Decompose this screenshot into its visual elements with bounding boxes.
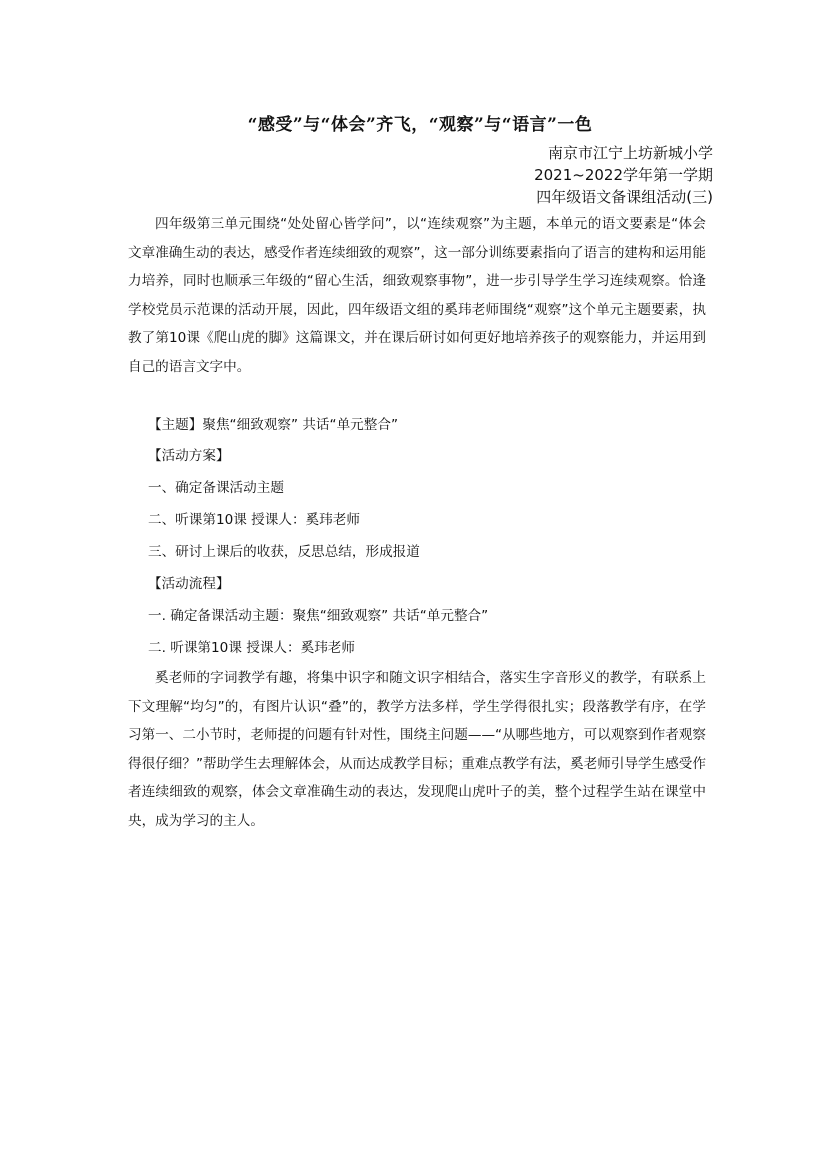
plan-heading: 【活动方案】: [148, 448, 230, 464]
intro-section: [128, 210, 706, 381]
plan-item: 三、研讨上课后的收获，反思总结，形成报道: [148, 544, 420, 560]
school-name: 南京市江宁上坊新城小学: [547, 144, 713, 162]
activity-name: 四年级语文备课组活动(三): [536, 188, 713, 206]
detail-paragraph: 奚老师的字词教学有趣，将集中识字和随文识字相结合，落实生字音形义的教学，有联系上下文理解“均匀”的，有图片认识“叠”的，教学方法多样，学生学得很扎实；段落教学有序，在学习第一、二小节时，老师提的问题有针对性，围绕主问题——“从哪些地方，可以观察到作者观察得很仔细？”帮助学生去理解体会，从而达成教学目标；重难点教学有法，奚老师引导学生感受作者连续细致的观察，体会文章准确生动的表达，发现爬山虎叶子的美，整个过程学生站在课堂中央，成为学习的主人。: [128, 670, 706, 829]
process-heading: 【活动流程】: [148, 576, 230, 592]
document-title: “感受”与“体会”齐飞，“观察”与“语言”一色: [247, 115, 593, 135]
plan-item: 二、听课第10课 授课人：奚玮老师: [148, 512, 360, 528]
school-term: 2021~2022学年第一学期: [534, 166, 713, 184]
process-item: 二. 听课第10课 授课人：奚玮老师: [148, 640, 355, 656]
theme-line: 【主题】聚焦“细致观察” 共话“单元整合”: [148, 417, 398, 433]
intro-paragraph: 四年级第三单元围绕“处处留心皆学问”，以“连续观察”为主题，本单元的语文要素是“体会文章准确生动的表达，感受作者连续细致的观察”，这一部分训练要素指向了语言的建构和运用能力培养，同时也顺承三年级的“留心生活，细致观察事物”，进一步引导学生学习连续观察。恰逢学校党员示范课的活动开展，因此，四年级语文组的奚玮老师围绕“观察”这个单元主题要素，执教了第10课《爬山虎的脚》这篇课文，并在课后研讨如何更好地培养孩子的观察能力，并运用到自己的语言文字中。: [128, 216, 706, 375]
detail-section: [128, 664, 706, 835]
plan-item: 一、确定备课活动主题: [148, 480, 284, 496]
process-item: 一. 确定备课活动主题：聚焦“细致观察” 共话“单元整合”: [148, 608, 489, 624]
